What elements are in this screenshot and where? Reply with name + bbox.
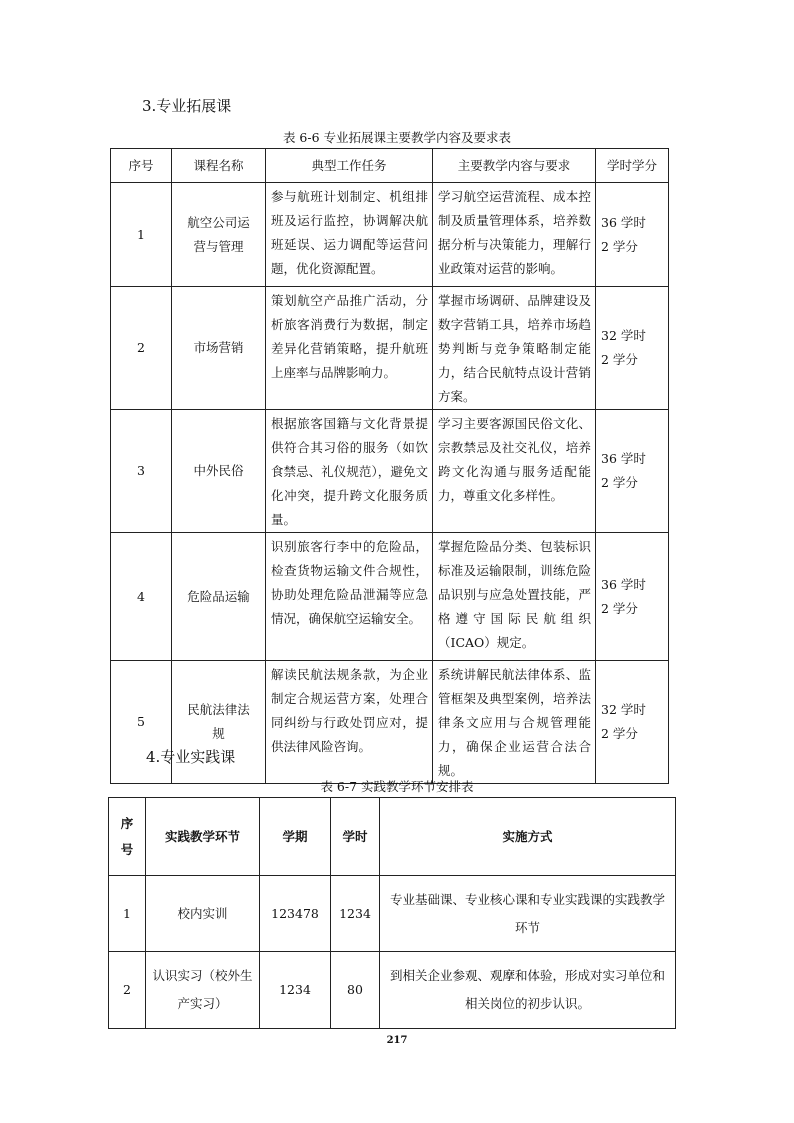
main-content: 学习航空运营流程、成本控制及质量管理体系，培养数据分析与决策能力，理解行业政策对运营的影响。	[433, 183, 596, 287]
page-number: 217	[386, 1035, 408, 1046]
typical-tasks: 识别旅客行李中的危险品，检查货物运输文件合规性，协助处理危险品泄漏等应急情况，确保航空运输安全。	[266, 533, 433, 661]
hours-credits	[596, 661, 669, 784]
hours: 80	[331, 952, 380, 1029]
main-content: 掌握危险品分类、包装标识标准及运输限制，训练危险品识别与应急处置技能，严格遵守国际民航组织（ICAO）规定。	[433, 533, 596, 661]
table-header-row	[109, 798, 676, 876]
hours: 36 学时	[601, 214, 646, 230]
hours: 1234	[331, 876, 380, 952]
practice-link: 认识实习（校外生产实习）	[146, 952, 260, 1029]
table-row	[111, 533, 669, 661]
header-no: 序号	[109, 798, 146, 876]
row-no: 1	[111, 183, 172, 287]
header-main-content: 主要教学内容与要求	[433, 149, 596, 183]
credits: 2 学分	[601, 600, 638, 616]
table-row	[111, 183, 669, 287]
row-no: 5	[111, 661, 172, 784]
method: 专业基础课、专业核心课和专业实践课的实践教学环节	[380, 876, 676, 952]
course-name: 危险品运输	[172, 533, 266, 661]
hours-credits	[596, 287, 669, 410]
header-method: 实施方式	[380, 798, 676, 876]
credits: 2 学分	[601, 726, 638, 741]
table-row	[111, 287, 669, 410]
credits: 2 学分	[601, 352, 638, 367]
course-name: 市场营销	[172, 287, 266, 410]
hours: 36 学时	[601, 576, 646, 592]
table-6-6-caption: 表 6-6 专业拓展课主要教学内容及要求表	[282, 130, 512, 145]
term: 1234	[260, 952, 331, 1029]
row-no: 2	[111, 287, 172, 410]
hours: 36 学时	[601, 451, 646, 466]
table-header-row	[111, 149, 669, 183]
header-no: 序号	[111, 149, 172, 183]
row-no: 2	[109, 952, 146, 1029]
course-name: 航空公司运营与管理	[172, 183, 266, 287]
section3-heading: 3.专业拓展课	[142, 97, 232, 115]
hours: 32 学时	[601, 702, 646, 717]
table-6-7	[108, 797, 676, 1029]
section4-heading: 4.专业实践课	[146, 748, 236, 766]
credits: 2 学分	[601, 475, 638, 490]
table-6-6	[110, 148, 669, 784]
header-hours: 学时	[331, 798, 380, 876]
row-no: 4	[111, 533, 172, 661]
hours: 32 学时	[601, 328, 646, 343]
table-row	[111, 410, 669, 533]
hours-credits	[596, 533, 669, 661]
hours-credits	[596, 183, 669, 287]
table-row	[109, 876, 676, 952]
term: 123478	[260, 876, 331, 952]
row-no: 3	[111, 410, 172, 533]
main-content: 掌握市场调研、品牌建设及数字营销工具，培养市场趋势判断与竞争策略制定能力，结合民航特点设计营销方案。	[433, 287, 596, 410]
header-course-name: 课程名称	[172, 149, 266, 183]
row-no: 1	[109, 876, 146, 952]
practice-link: 校内实训	[146, 876, 260, 952]
credits: 2 学分	[601, 238, 638, 254]
typical-tasks: 参与航班计划制定、机组排班及运行监控，协调解决航班延误、运力调配等运营问题，优化资源配置。	[266, 183, 433, 287]
typical-tasks: 根据旅客国籍与文化背景提供符合其习俗的服务（如饮食禁忌、礼仪规范），避免文化冲突，提升跨文化服务质量。	[266, 410, 433, 533]
header-typical-tasks: 典型工作任务	[266, 149, 433, 183]
typical-tasks: 解读民航法规条款，为企业制定合规运营方案，处理合同纠纷与行政处罚应对，提供法律风险咨询。	[266, 661, 433, 784]
table-6-7-caption: 表 6-7 实践教学环节安排表	[320, 779, 474, 794]
typical-tasks: 策划航空产品推广活动，分析旅客消费行为数据，制定差异化营销策略，提升航班上座率与品牌影响力。	[266, 287, 433, 410]
header-hours-credits: 学时学分	[596, 149, 669, 183]
hours-credits	[596, 410, 669, 533]
main-content: 系统讲解民航法律体系、监管框架及典型案例，培养法律条文应用与合规管理能力，确保企业运营合法合规。	[433, 661, 596, 784]
header-term: 学期	[260, 798, 331, 876]
main-content: 学习主要客源国民俗文化、宗教禁忌及社交礼仪，培养跨文化沟通与服务适配能力，尊重文化多样性。	[433, 410, 596, 533]
course-name: 民航法律法规	[172, 661, 266, 784]
header-practice-link: 实践教学环节	[146, 798, 260, 876]
table-row	[109, 952, 676, 1029]
course-name: 中外民俗	[172, 410, 266, 533]
method: 到相关企业参观、观摩和体验，形成对实习单位和相关岗位的初步认识。	[380, 952, 676, 1029]
